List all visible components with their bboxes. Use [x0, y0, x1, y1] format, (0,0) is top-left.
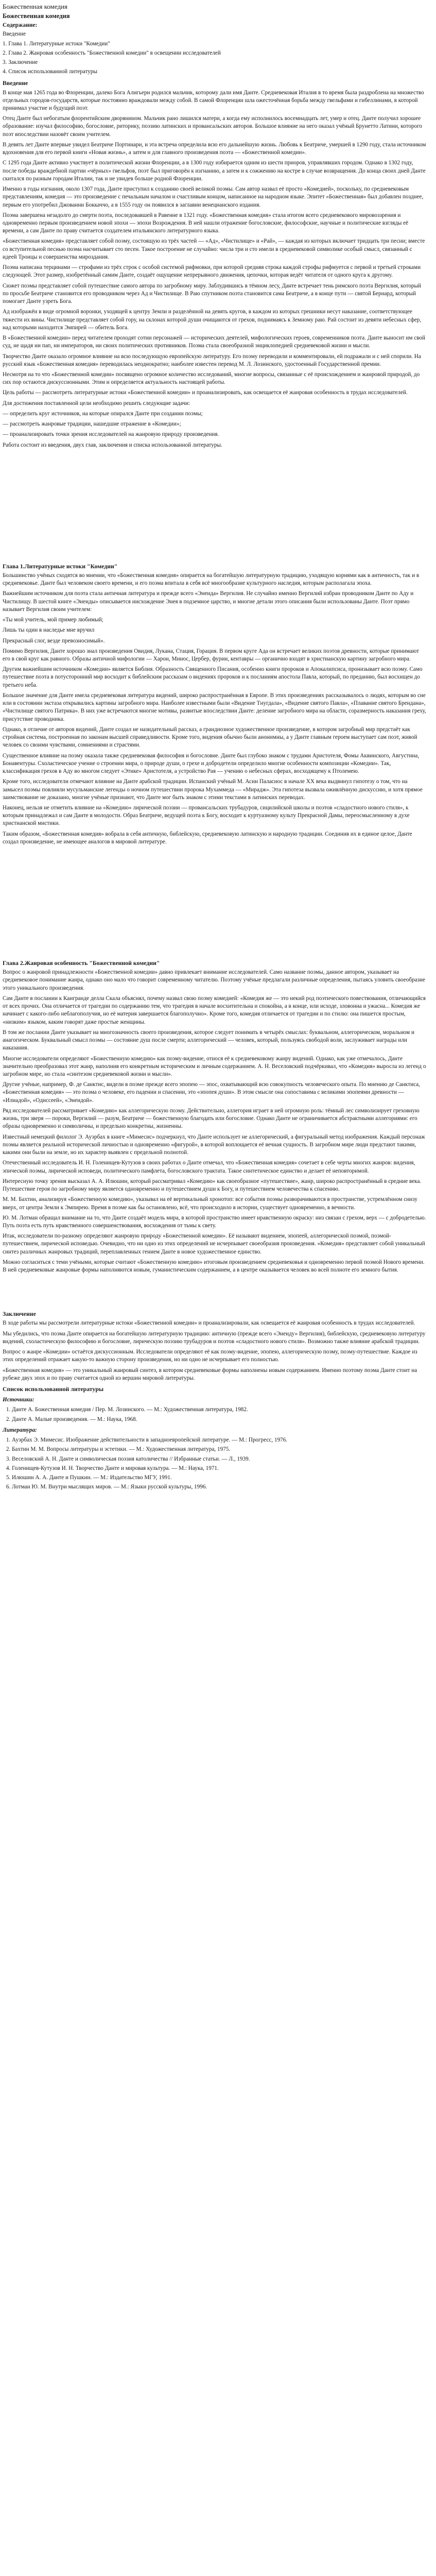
reference-item: 5. Илюшин А. А. Данте и Пушкин. — М.: Издательство МГУ, 1991.	[12, 1474, 428, 1482]
paragraph: Существенное влияние на поэму оказала также средневековая философия и богословие. Данте был глубоко знаком с трудами Аристотеля, Фомы Аквинского, Августина, Бонавентуры. Схоластическое учение о строении мира, о природе души, о грехе и добродетели определило многие особенности композиции «Комедии». Так, классификация грехов в Аду во многом следует «Этике» Аристотеля, а устройство Рая — учению о небесных сферах, восходящему к Птолемею.	[3, 752, 420, 775]
paragraph: Таким образом, «Божественная комедия» вобрала в себя античную, библейскую, средневековую латинскую и народную традиции. Соединив их в единое целое, Данте создал произведение, не имеющее аналогов в мировой литературе.	[3, 831, 412, 845]
chapter1-body	[3, 572, 428, 846]
reference-item: 1. Ауэрбах Э. Мимесис. Изображение действительности в западноевропейской литературе. — М.: Прогресс, 1976.	[12, 1436, 428, 1444]
paragraph: В конце мая 1265 года во Флоренции, далеко Бога Алигьери родился мальчик, которому дали имя Данте. Средневековая Италия в то время была раздроблена на множество отдельных городов-государств, которые постоянно враждовали между собой. В самой Флоренции шла ожесточённая борьба между гвельфами и гибеллинами, в которой принимал участие и будущий поэт.	[3, 89, 424, 111]
paragraph: В «Божественной комедии» перед читателем проходят сотни персонажей — исторических деятелей, мифологических героев, современников поэта. Данте выносит им свой суд, не щадя ни пап, ни императоров, ни своих политических противников. Поэма стала своеобразной энциклопедией средневековой жизни и мысли.	[3, 335, 425, 349]
paragraph: Мы убедились, что поэма Данте опирается на богатейшую литературную традицию: античную (прежде всего «Энеиду» Вергилия), библейскую, средневековую литературу видений, схоластическую философию и богословие, лирическую поэзию трубадуров и поэтов «сладостного нового стиля». Возможно также влияние арабской традиции.	[3, 1330, 426, 1345]
conclusion-heading: Заключение	[3, 1310, 36, 1318]
paragraph: — проанализировать точки зрения исследователей на жанровую природу произведения.	[3, 431, 219, 438]
toc-item[interactable]: Введение	[3, 31, 26, 38]
paragraph: Известный немецкий филолог Э. Ауэрбах в книге «Мимесис» подчеркнул, что Данте использует не аллегорический, а фигуральный метод изображения. Каждый персонаж поэмы является реальной исторической личностью и одновременно «фигурой», в которой воплощается её вечная сущность. В загробном мире люди предстают такими, какими они были на земле, но их характер выявлен с предельной полнотой.	[3, 1133, 425, 1156]
paragraph: Ад изображён в виде огромной воронки, уходящей к центру Земли и разделённой на девять кругов, в каждом из которых грешники несут наказание, соответствующее тяжести их вины. Чистилище представляет собой гору, на склонах которой души очищаются от грехов, поднимаясь к Земному раю. Рай состоит из девяти небесных сфер, над которыми находится Эмпирей — обитель Бога.	[3, 309, 422, 331]
toc-item[interactable]: 3. Заключение	[3, 59, 38, 65]
chapter1-heading: Глава 1.Литературные истоки "Комедии"	[3, 562, 118, 570]
paragraph: Итак, исследователи по-разному определяют жанровую природу «Божественной комедии». Её называют видением, эпопеей, аллегорической поэмой, поэмой-путешествием, лирической исповедью. Очевидно, что ни одно из этих определений не исчерпывает своеобразия произведения. «Комедия» представляет собой уникальный синтез различных жанровых традиций, переплавленных гением Данте в новое художественное единство.	[3, 1233, 425, 1255]
paragraph: Важнейшим источником для поэта стала античная литература и прежде всего «Энеида» Вергилия. Не случайно именно Вергилий избран проводником Данте по Аду и Чистилищу. В шестой книге «Энеиды» описывается нисхождение Энея в подземное царство, и многие детали этого описания были использованы Данте. Поэт прямо называет Вергилия своим учителем:	[3, 590, 414, 613]
secondary-sources-list	[3, 1436, 428, 1491]
paragraph: Кроме того, исследователи отмечают влияние на Данте арабской традиции. Испанский учёный М. Асин Паласиос в начале XX века выдвинул гипотезу о том, что на замысел поэмы повлияли мусульманские легенды о ночном путешествии пророка Мухаммеда — «Мирадж». Эта гипотеза вызвала оживлённую дискуссию, и хотя прямое заимствование не доказано, многие учёные признают, что Данте мог быть знаком с этими текстами в латинских переводах.	[3, 778, 423, 801]
reference-item: 2. Данте А. Малые произведения. — М.: Наука, 1968.	[12, 1416, 428, 1423]
paragraph: — определить круг источников, на которые опирался Данте при создании поэмы;	[3, 410, 203, 417]
paragraph: «Божественная комедия» представляет собой поэму, состоящую из трёх частей — «Ад», «Чистилище» и «Рай», — каждая из которых включает тридцать три песни; вместе со вступительной песнью поэма насчитывает сто песен. Такое построение не случайно: числа три и сто имели в средневековой символике особый смысл, связанный с идеей Троицы и совершенства мироздания.	[3, 238, 425, 260]
primary-sources-heading: Источники:	[3, 1397, 34, 1403]
paragraph: В ходе работы мы рассмотрели литературные истоки «Божественной комедии» и проанализировали, как освещается её жанровая особенность в трудах исследователей.	[3, 1320, 415, 1327]
paragraph: В том же послании Данте указывает на многозначность своего произведения, которое следует понимать в четырёх смыслах: буквальном, аллегорическом, моральном и анагогическом. Буквальный смысл поэмы — состояние душ после смерти; аллегорический — человек, который, пользуясь свободой воли, заслуживает награды или наказания.	[3, 1029, 414, 1052]
paragraph: Именно в годы изгнания, около 1307 года, Данте приступил к созданию своей великой поэмы. Сам автор назвал её просто «Комедией», поскольку, по средневековым представлениям, комедия — это произведение с печальным началом и счастливым концом, написанное на народном языке. Эпитет «Божественная» был добавлен позднее, первым его употребил Джованни Боккаччо, а в 1555 году он появился в заглавии венецианского издания.	[3, 186, 424, 208]
page-break-space	[3, 452, 428, 560]
paragraph: Однако, в отличие от авторов видений, Данте создал не назидательный рассказ, а грандиозное художественное произведение, в котором загробный мир предстаёт как стройная система, построенная по законам высшей справедливости. Кроме того, видения обычно были анонимны, а у Данте главным героем выступает сам поэт, живой человек со своими чувствами, сомнениями и страстями.	[3, 726, 417, 749]
paragraph: С 1295 года Данте активно участвует в политической жизни Флоренции, а в 1300 году избирается одним из шести приоров, управлявших городом. Однако в 1302 году, после победы враждебной партии «чёрных» гвельфов, поэт был приговорён к изгнанию, а затем и к сожжению на костре в случае возвращения. До конца своих дней Данте скитался по разным городам Италии, так и не увидев больше родной Флоренции.	[3, 160, 426, 182]
conclusion-body	[3, 1319, 428, 1382]
paragraph: Прекрасный слог, везде превозносимый».	[3, 637, 105, 644]
reference-item: 2. Бахтин М. М. Вопросы литературы и эстетики. — М.: Художественная литература, 1975.	[12, 1446, 428, 1453]
intro-body	[3, 89, 428, 449]
paragraph: Ю. М. Лотман обращал внимание на то, что Данте создаёт модель мира, в которой пространство имеет нравственную окраску: низ связан с грехом, верх — с добродетелью. Путь поэта есть путь нравственного совершенствования, восхождения от тьмы к свету.	[3, 1214, 426, 1229]
reference-item: 6. Лотман Ю. М. Внутри мыслящих миров. — М.: Языки русской культуры, 1996.	[12, 1483, 428, 1491]
paragraph: — рассмотреть жанровые традиции, нашедшие отражение в «Комедии»;	[3, 421, 181, 428]
document-title: Божественная комедия	[3, 3, 68, 10]
paragraph: Вопрос о жанре «Комедии» остаётся дискуссионным. Исследователи определяют её как поэму-видение, эпопею, аллегорическую поэму, поэму-путешествие. Каждое из этих определений отражает какую-то важную сторону произведения, но ни одно не исчерпывает его полностью.	[3, 1349, 417, 1363]
paragraph: В девять лет Данте впервые увидел Беатриче Портинари, и эта встреча определила всю его дальнейшую жизнь. Любовь к Беатриче, умершей в 1290 году, стала источником вдохновения для его первой книги «Новая жизнь», а затем и для главного произведения поэта — «Божественной комедии».	[3, 141, 426, 156]
paragraph: Несмотря на то что «Божественной комедии» посвящено огромное количество исследований, многие вопросы, связанные с её происхождением и жанровой природой, до сих пор остаются дискуссионными. Этим и определяется актуальность настоящей работы.	[3, 371, 420, 386]
paragraph: Другим важнейшим источником «Комедии» является Библия. Образность Священного Писания, особенно книги пророков и Апокалипсиса, пронизывает всю поэму. Само путешествие поэта в потусторонний мир восходит к библейским рассказам о видениях пророков и к посланиям апостола Павла, который, по преданию, был восхищен до третьего неба.	[3, 666, 423, 688]
primary-sources-list	[3, 1406, 428, 1423]
paragraph: Ряд исследователей рассматривает «Комедию» как аллегорическую поэму. Действительно, аллегория играет в ней огромную роль: тёмный лес символизирует греховную жизнь, три зверя — пороки, Вергилий — разум, Беатриче — божественную благодать или богословие. Однако Данте не ограничивается абстрактными аллегориями: его образы одновременно и символичны, и предельно конкретны, жизненны.	[3, 1107, 420, 1130]
page-break-space	[3, 849, 428, 957]
paragraph: Интересную точку зрения высказал А. А. Илюшин, который рассматривал «Комедию» как своеобразное «путешествие», жанр, широко распространённый в средние века. Путешествие героя по загробному миру является одновременно и путешествием души к Богу, и путешествием человечества к спасению.	[3, 1178, 422, 1193]
paragraph: Сюжет поэмы представляет собой путешествие самого автора по загробному миру. Заблудившись в тёмном лесу, Данте встречает тень римского поэта Вергилия, который по просьбе Беатриче становится его проводником через Ад и Чистилище. В Раю спутником поэта становится сама Беатриче, а в конце пути — святой Бернард, который помогает Данте узреть Бога.	[3, 282, 422, 305]
toc-item[interactable]: 1. Глава 1. Литературные истоки "Комедии"	[3, 40, 110, 47]
reference-item: 3. Веселовский А. Н. Данте и символическая поэзия католичества // Избранные статьи. — Л., 1939.	[12, 1455, 428, 1463]
chapter2-body	[3, 969, 428, 1274]
toc-heading: Содержание:	[3, 22, 38, 28]
paragraph: М. М. Бахтин, анализируя «Божественную комедию», указывал на её вертикальный хронотоп: все события поэмы разворачиваются в пространстве, устремлённом снизу вверх, от центра Земли к Эмпирею. Время в поэме как бы остановлено, всё, что происходило в истории, существует одновременно, в вечности.	[3, 1196, 417, 1211]
reference-item: 4. Голенищев-Кутузов И. Н. Творчество Данте и мировая культура. — М.: Наука, 1971.	[12, 1465, 428, 1472]
reference-item: 1. Данте А. Божественная комедия / Пер. М. Лозинского. — М.: Художественная литература, 1982.	[12, 1406, 428, 1414]
intro-heading: Введение	[3, 79, 28, 87]
toc-item[interactable]: 4. Список использованной литературы	[3, 69, 98, 75]
paragraph: «Божественная комедия» — это уникальный жанровый синтез, в котором средневековые формы наполнены новым содержанием. Именно поэтому поэма Данте стоит на рубеже двух эпох и по праву считается одной из вершин мировой литературы.	[3, 1367, 417, 1381]
paragraph: Цель работы — рассмотреть литературные истоки «Божественной комедии» и проанализировать, как освещается её жанровая особенность в трудах исследователей.	[3, 389, 408, 396]
paragraph: Поэма завершена незадолго до смерти поэта, последовавшей в Равенне в 1321 году. «Божественная комедия» стала итогом всего средневекового мировоззрения и одновременно первым произведением новой эпохи — эпохи Возрождения. В ней нашли отражение богословские, философские, научные и политические взгляды её времени, а сам Данте по праву считается создателем итальянского литературного языка.	[3, 212, 409, 234]
paragraph: Отец Данте был небогатым флорентийским дворянином. Мальчик рано лишился матери, а когда ему исполнилось восемнадцать лет, умер и отец. Данте получил хорошее образование: изучал философию, богословие, риторику, поэзию латинских и провансальских авторов. Большое влияние на него оказал учёный Брунетто Латини, которого поэт впоследствии назовёт своим учителем.	[3, 115, 423, 138]
paragraph: Лишь ты один в наследье мне вручил	[3, 627, 95, 634]
paragraph: Наконец, нельзя не отметить влияние на «Комедию» лирической поэзии — провансальских трубадуров, сицилийской школы и поэтов «сладостного нового стиля», к которым принадлежал и сам Данте в молодости. Образ Беатриче, ведущей поэта к Богу, восходит к куртуазному культу Прекрасной Дамы, переосмысленному в духе христианской мистики.	[3, 805, 410, 827]
paragraph: Для достижения поставленной цели необходимо решить следующие задачи:	[3, 400, 190, 406]
toc-item[interactable]: 2. Глава 2. Жанровая особенность "Божественной комедии" в освещении исследователей	[3, 49, 221, 56]
paragraph: Творчество Данте оказало огромное влияние на всю последующую европейскую литературу. Его поэму переводили и комментировали, ей подражали и с ней спорили. На русский язык «Божественная комедия» переводилась неоднократно; наиболее известен перевод М. Л. Лозинского, удостоенный Государственной премии.	[3, 353, 421, 367]
paragraph: «Ты мой учитель, мой пример любимый;	[3, 617, 103, 623]
sources-heading: Список использованной литературы	[3, 1385, 104, 1393]
paragraph: Большое значение для Данте имела средневековая литература видений, широко распространённая в Европе. В этих произведениях рассказывалось о людях, которым во сне или в состоянии экстаза открывались картины загробного мира. Наиболее известными были «Видение Тнугдала», «Видение святого Павла», «Плавание святого Брендана», «Чистилище святого Патрика». В них уже встречаются многие мотивы, развитые впоследствии Данте: деление загробного мира на области, соразмерность наказания греху, присутствие проводника.	[3, 692, 426, 722]
page-break-space	[3, 1277, 428, 1308]
paragraph: Поэма написана терцинами — строфами из трёх строк с особой системой рифмовки, при которой средняя строка каждой строфы рифмуется с первой и третьей строками следующей. Этот размер, изобретённый самим Данте, создаёт ощущение непрерывного движения, цепочки, которая ведёт читателя от одного круга к другому.	[3, 264, 421, 279]
secondary-sources-heading: Литература:	[3, 1427, 37, 1433]
paragraph: Можно согласиться с теми учёными, которые считают «Божественную комедию» итоговым произведением средневековья и одновременно первой поэмой Нового времени. В ней средневековые жанровые формы наполняются новым, гуманистическим содержанием, а в центре оказывается человек во всей полноте его земного бытия.	[3, 1259, 425, 1274]
paragraph: Отечественный исследователь И. Н. Голенищев-Кутузов в своих работах о Данте отмечал, что «Божественная комедия» сочетает в себе черты многих жанров: видения, эпической поэмы, лирической исповеди, политического памфлета, богословского трактата. Такое синтетическое единство и делает её неповторимой.	[3, 1160, 415, 1174]
paragraph: Многие исследователи определяют «Божественную комедию» как поэму-видение, относя её к средневековому жанру видений. Однако, как уже отмечалось, Данте значительно преобразовал этот жанр, наполнив его конкретным историческим и личным содержанием. А. Н. Веселовский подчёркивал, что «Комедия» выросла из легенд о загробном мире, но стала «синтезом средневековой жизни и мысли».	[3, 1055, 426, 1078]
table-of-contents	[3, 30, 428, 76]
paragraph: Другие учёные, например, Ф. де Санктис, видели в поэме прежде всего эпопею — эпос, охватывающий всю совокупность человеческого опыта. По мнению де Санктиса, «Божественная комедия» — это поэма о человеке, его падении и спасении, это «эпопея души». В этом смысле она сопоставима с великими эпопеями древности — «Илиадой», «Одиссеей», «Энеидой».	[3, 1081, 420, 1104]
chapter2-heading: Глава 2.Жанровая особенность "Божественной комедии"	[3, 959, 160, 967]
paragraph: Помимо Вергилия, Данте хорошо знал произведения Овидия, Лукана, Стация, Горация. В первом круге Ада он встречает великих поэтов древности, которые принимают его в свой круг как равного. Образы античной мифологии — Харон, Минос, Цербер, фурии, кентавры — органично входят в христианскую картину загробного мира.	[3, 648, 419, 663]
document-subtitle: Божественная комедия	[3, 12, 70, 20]
paragraph: Большинство учёных сходятся во мнении, что «Божественная комедия» опирается на богатейшую литературную традицию, уходящую корнями как в античность, так и в средневековье. Данте был человеком своего времени, и его поэма впитала в себя всё многообразие культурного наследия, которым располагала эпоха.	[3, 572, 420, 587]
paragraph: Вопрос о жанровой принадлежности «Божественной комедии» давно привлекает внимание исследователей. Само название поэмы, данное автором, указывает на средневековое понимание жанра, однако оно мало что говорит современному читателю. Поэтому учёные предлагали различные определения, пытаясь уловить своеобразие этого уникального произведения.	[3, 969, 425, 991]
paragraph: Работа состоит из введения, двух глав, заключения и списка использованной литературы.	[3, 442, 222, 448]
paragraph: Сам Данте в послании к Кангранде делла Скала объяснял, почему назвал свою поэму комедией: «Комедия же — это некий род поэтического повествования, отличающийся от всех прочих. Она отличается от трагедии по содержанию тем, что трагедия в начале восхитительна и спокойна, а в конце, или исходе, зловонна и ужасна... Комедия же начинает с какого-либо неблагополучия, но её материя завершается благополучно». Кроме того, комедия отличается от трагедии и по стилю: она пишется простым, «низким» языком, каким говорят даже простые женщины.	[3, 995, 426, 1025]
